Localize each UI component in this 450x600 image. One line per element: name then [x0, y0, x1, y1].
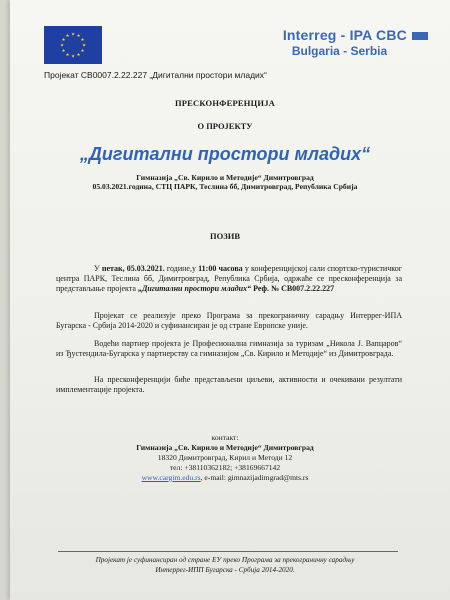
contact-org-name: Гимназија „Св. Кирило и Методије“ Димитровград	[136, 443, 314, 452]
eu-star-icon: ★	[65, 32, 70, 38]
paragraph-program: Пројекат се реализује преко Програма за прекограничну сарадњу Интеррег-ИПА Бугарска - Србија 2014-2020 и суфинансиран је од стране Европске уније.	[56, 311, 402, 330]
eu-star-icon: ★	[61, 37, 66, 42]
eu-star-icon: ★	[70, 53, 76, 59]
paragraph-agenda: На пресконференцији биће представљени циљеви, активности и очекивани резултати имплементације пројекта.	[56, 375, 402, 394]
contact-email: , e-mail: gimnazijadimgrad@mts.rs	[200, 473, 309, 482]
eu-star-icon: ★	[59, 42, 65, 48]
eu-flag-logo	[44, 26, 102, 64]
eu-star-icon: ★	[61, 48, 66, 53]
contact-web-email	[0, 473, 450, 483]
project-reference: Пројекат CB0007.2.22.227 „Дигитални простори младих“	[44, 70, 267, 80]
eu-star-icon: ★	[80, 37, 85, 42]
eu-star-icon: ★	[80, 48, 85, 53]
project-title: „Дигитални простори младих“	[79, 144, 371, 164]
press-conference-heading: ПРЕСКОНФЕРЕНЦИЈА	[174, 98, 276, 108]
contact-phone: тел: +38110362182; +38169667142	[169, 463, 281, 472]
document-page	[10, 0, 450, 600]
paragraph-event-details: У петак, 05.03.2021. године,у 11:00 часова у конференцијској сали спортско-туристичког центра ПАРК, Теслина бб, Димитровград, Република Србија, одржаће се пресконференција за представљање пројекта „Дигитални простори младих“ Реф. № CB007.2.22.227	[56, 264, 403, 293]
logo-program-name: Interreg - IPA CBC	[282, 27, 407, 43]
logo-region: Bulgaria - Serbia	[291, 44, 388, 58]
eu-star-icon: ★	[76, 52, 81, 58]
website-link[interactable]: www.cargim.edu.rs	[141, 473, 201, 482]
contact-address: 18320 Димитровград, Кирил и Методи 12	[157, 453, 293, 462]
eu-star-icon: ★	[76, 32, 81, 38]
disclaimer-line-2: Интеррег-ИПП Бугарска - Србија 2014-2020.	[155, 565, 295, 574]
footer-divider	[58, 551, 398, 552]
disclaimer-line-1: Пројекат је суфинансиран од стране ЕУ преко Програма за прекограничну сарадњу	[95, 556, 355, 564]
about-project-heading: О ПРОЈЕКТУ	[197, 121, 253, 131]
organizer-line: Гимназија „Св. Кирило и Методије“ Димитровград	[136, 173, 314, 182]
contact-label: контакт:	[211, 433, 239, 442]
logo-bar-icon	[412, 32, 428, 40]
interreg-logo	[283, 27, 428, 58]
eu-star-icon: ★	[70, 31, 76, 37]
eu-disclaimer	[0, 556, 450, 575]
paragraph-partners: Водећи партнер пројекта је Професионална гимназија за туризам „Никола Ј. Вапцаров“ из Ђустендила-Бугарска у партнерству са гимназијом „Св. Кирило и Методије“ из Димитровграда.	[56, 339, 402, 358]
eu-star-icon: ★	[81, 42, 87, 48]
eu-star-icon: ★	[65, 52, 70, 58]
date-venue-line: 05.03.2021.година, СТЦ ПАРК, Теслина бб, Димитровград, Република Србија	[92, 182, 358, 191]
invitation-heading: ПОЗИВ	[210, 231, 240, 241]
